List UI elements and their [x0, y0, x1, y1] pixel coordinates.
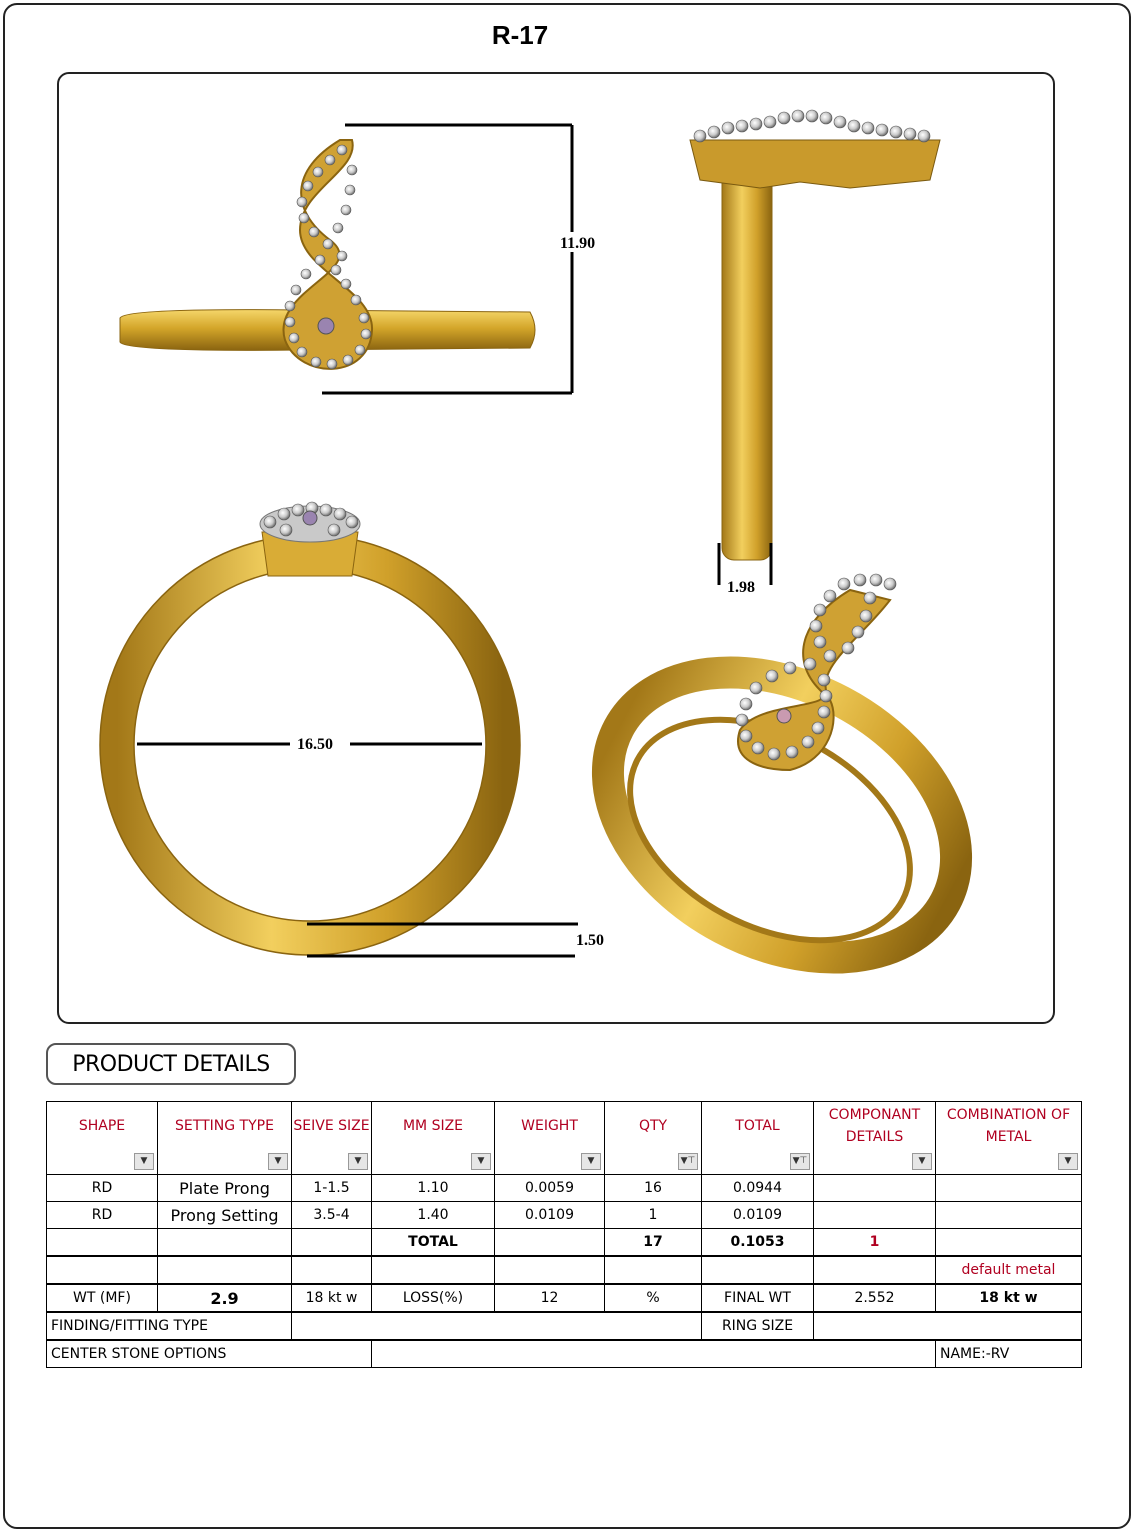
cell-setting-type: Prong Setting [158, 1202, 292, 1229]
total-qty: 17 [605, 1229, 702, 1257]
filter-row [47, 1150, 1082, 1175]
front-view-ring [100, 502, 520, 955]
component-count: 1 [814, 1229, 936, 1257]
default-metal-label: default metal [936, 1256, 1082, 1284]
header-shape: SHAPE [47, 1102, 158, 1151]
header-componant-details: COMPONANT DETAILS [814, 1102, 936, 1151]
ring-size-label: RING SIZE [702, 1312, 814, 1340]
finding-label: FINDING/FITTING TYPE [47, 1312, 292, 1340]
percent-sign: % [605, 1284, 702, 1312]
final-wt-value: 2.552 [814, 1284, 936, 1312]
wt-mf-label: WT (MF) [47, 1284, 158, 1312]
header-setting-type: SETTING TYPE [158, 1102, 292, 1151]
loss-label: LOSS(%) [372, 1284, 495, 1312]
total-row [47, 1229, 1082, 1257]
filter-dropdown-icon[interactable]: ▼ [348, 1153, 368, 1170]
cell-seive-size: 1-1.5 [292, 1175, 372, 1202]
header-combination-of-metal: COMBINATION OF METAL [936, 1102, 1082, 1151]
diameter-dimension-label: 16.50 [297, 736, 333, 753]
filter-active-icon[interactable]: ▼⊤ [678, 1153, 698, 1170]
table-row [47, 1202, 1082, 1229]
table-row [47, 1175, 1082, 1202]
cell-total: 0.0109 [702, 1202, 814, 1229]
cell-mm-size: 1.10 [372, 1175, 495, 1202]
cell-seive-size: 3.5-4 [292, 1202, 372, 1229]
cell-qty: 1 [605, 1202, 702, 1229]
cell-metal [936, 1202, 1082, 1229]
height-dimension-label: 11.90 [560, 235, 596, 252]
cell-qty: 16 [605, 1175, 702, 1202]
filter-dropdown-icon[interactable]: ▼ [471, 1153, 491, 1170]
filter-dropdown-icon[interactable]: ▼ [581, 1153, 601, 1170]
cell-weight: 0.0059 [495, 1175, 605, 1202]
final-wt-label: FINAL WT [702, 1284, 814, 1312]
total-label: TOTAL [372, 1229, 495, 1257]
cell-shape: RD [47, 1202, 158, 1229]
header-seive-size: SEIVE SIZE [292, 1102, 372, 1151]
side-view-ring [690, 110, 940, 560]
cell-componant [814, 1175, 936, 1202]
cell-weight: 0.0109 [495, 1202, 605, 1229]
top-view-ring [120, 140, 535, 369]
filter-dropdown-icon[interactable]: ▼ [912, 1153, 932, 1170]
cell-metal [936, 1175, 1082, 1202]
total-weight: 0.1053 [702, 1229, 814, 1257]
loss-value: 12 [495, 1284, 605, 1312]
thickness-dimension-label: 1.50 [576, 932, 604, 949]
header-mm-size: MM SIZE [372, 1102, 495, 1151]
filter-dropdown-icon[interactable]: ▼ [1058, 1153, 1078, 1170]
shank-dimension-label: 1.98 [727, 579, 755, 596]
perspective-view-ring [559, 574, 1006, 1015]
cell-total: 0.0944 [702, 1175, 814, 1202]
header-weight: WEIGHT [495, 1102, 605, 1151]
center-stone-label: CENTER STONE OPTIONS [47, 1340, 372, 1368]
cell-componant [814, 1202, 936, 1229]
header-qty: QTY [605, 1102, 702, 1151]
name-label: NAME:-RV [936, 1340, 1082, 1368]
filter-dropdown-icon[interactable]: ▼ [134, 1153, 154, 1170]
product-code-title: R-17 [491, 20, 549, 50]
metal-row [47, 1256, 1082, 1284]
final-metal: 18 kt w [936, 1284, 1082, 1312]
weight-row [47, 1284, 1082, 1312]
filter-dropdown-icon[interactable]: ▼ [268, 1153, 288, 1170]
header-total: TOTAL [702, 1102, 814, 1151]
finding-row [47, 1312, 1082, 1340]
wt-mf-value: 2.9 [158, 1284, 292, 1312]
filter-active-icon[interactable]: ▼⊤ [790, 1153, 810, 1170]
cell-setting-type: Plate Prong [158, 1175, 292, 1202]
cell-shape: RD [47, 1175, 158, 1202]
cell-mm-size: 1.40 [372, 1202, 495, 1229]
product-details-heading: PRODUCT DETAILS [46, 1043, 296, 1085]
center-stone-row [47, 1340, 1082, 1368]
metal-purity: 18 kt w [292, 1284, 372, 1312]
table-header-row [47, 1102, 1082, 1151]
product-details-table [46, 1101, 1082, 1368]
